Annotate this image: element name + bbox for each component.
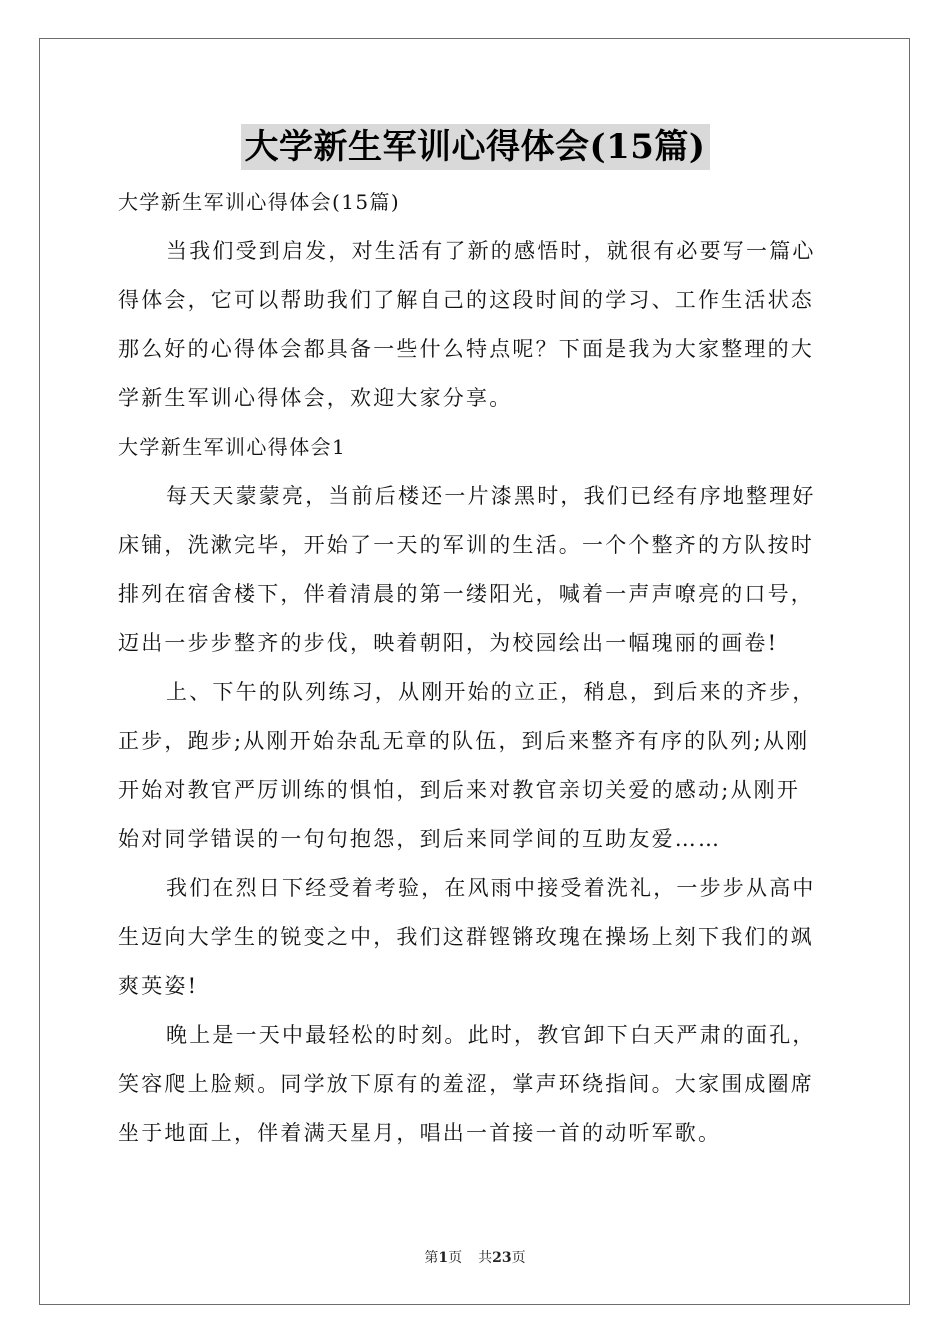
paragraph-line: 开始对教官严厉训练的惧怕，到后来对教官亲切关爱的感动;从刚开 [118,778,801,802]
paragraph-line: 坐于地面上，伴着满天星月，唱出一首接一首的动听军歌。 [118,1121,722,1145]
intro-line: 得体会，它可以帮助我们了解自己的这段时间的学习、工作生活状态 [118,288,814,312]
document-subtitle: 大学新生军训心得体会(15篇) [118,190,401,214]
intro-line: 那么好的心得体会都具备一些什么特点呢？下面是我为大家整理的大 [118,337,814,361]
intro-line: 当我们受到启发，对生活有了新的感悟时，就很有必要写一篇心 [166,239,816,263]
intro-line: 学新生军训心得体会，欢迎大家分享。 [118,386,513,410]
page-number: 1 [438,1250,449,1266]
paragraph-line: 每天天蒙蒙亮，当前后楼还一片漆黑时，我们已经有序地整理好 [166,484,816,508]
page-suffix: 页 [448,1250,463,1266]
paragraph-line: 床铺，洗漱完毕，开始了一天的军训的生活。一个个整齐的方队按时 [118,533,814,557]
paragraph-line: 排列在宿舍楼下，伴着清晨的第一缕阳光，喊着一声声嘹亮的口号， [118,582,814,606]
document-title: 大学新生军训心得体会(15篇) [241,124,710,170]
document-body [118,178,834,1158]
total-pages: 23 [492,1250,512,1266]
paragraph-line: 迈出一步步整齐的步伐，映着朝阳，为校园绘出一幅瑰丽的画卷! [118,631,779,655]
paragraph-line: 晚上是一天中最轻松的时刻。此时，教官卸下白天严肃的面孔， [166,1023,816,1047]
paragraph-line: 笑容爬上脸颊。同学放下原有的羞涩，掌声环绕指间。大家围成圈席 [118,1072,814,1096]
paragraph-line: 生迈向大学生的锐变之中，我们这群铿锵玫瑰在操场上刻下我们的飒 [118,925,814,949]
total-suffix: 页 [511,1250,526,1266]
total-prefix: 共 [478,1250,493,1266]
paragraph-line: 上、下午的队列练习，从刚开始的立正，稍息，到后来的齐步， [166,680,816,704]
title-container [0,124,950,170]
paragraph-line: 正步，跑步;从刚开始杂乱无章的队伍，到后来整齐有序的队列;从刚 [118,729,810,753]
page-prefix: 第 [424,1250,439,1266]
section-heading: 大学新生军训心得体会1 [118,435,347,459]
page-footer [0,1247,950,1267]
paragraph-line: 爽英姿! [118,974,199,998]
paragraph-line: 始对同学错误的一句句抱怨，到后来同学间的互助友爱…… [118,827,722,851]
paragraph-line: 我们在烈日下经受着考验，在风雨中接受着洗礼，一步步从高中 [166,876,816,900]
